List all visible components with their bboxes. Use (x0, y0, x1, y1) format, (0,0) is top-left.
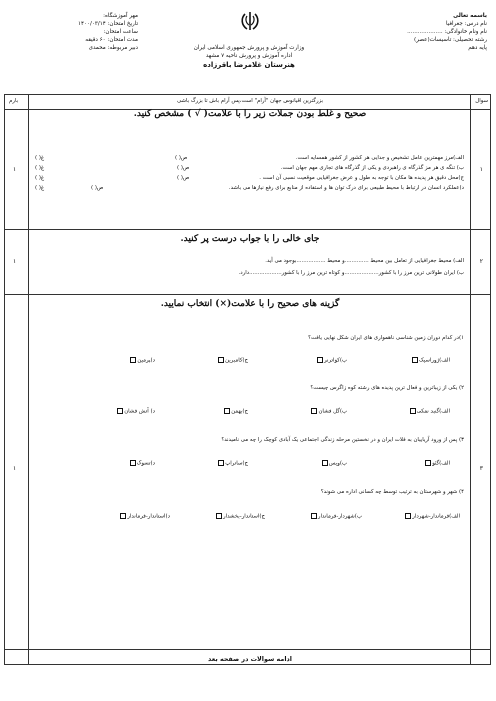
header-field: رشته تحصیلی: تاسیسات(عصر) (414, 37, 487, 43)
s3-q1-opt-d[interactable]: د)پرمین (129, 357, 155, 364)
header-duration: مدت امتحان: ۶۰ دقیقه (85, 37, 138, 43)
col-question-header: سوال (475, 98, 488, 104)
section2-score: ۱ (13, 258, 17, 265)
header-office: اداره آموزش و پرورش ناحیه ۷ مشهد (205, 53, 293, 59)
checkbox-icon[interactable] (410, 408, 416, 414)
s3-q4-opt-c[interactable]: ج)استاندار-بخشدار (215, 513, 265, 520)
checkbox-icon[interactable] (311, 408, 317, 414)
header-school: هنرستان غلامرضا باقرزاده (203, 61, 295, 69)
s3-q1-opt-c[interactable]: ج)کامبرین (217, 357, 248, 364)
s3-q4-opt-d[interactable]: د)استاندار-فرماندار (119, 513, 170, 520)
s3-q1-opt-a[interactable]: الف)ژوراسیک (411, 357, 450, 364)
s1-a-false[interactable]: غ( ) (35, 155, 45, 161)
s3-q4: ۴) شهر و شهرستان به ترتیب توسط چه کسانی اداره می شوند؟ (320, 489, 464, 495)
s3-q2-opt-b[interactable]: ب)گل فشان (310, 408, 347, 415)
s2-item-a: الف) محیط جغرافیایی از تعامل بین محیط ..............و محیط .................بوجود می آید. (265, 258, 464, 264)
section1-title: صحیح و غلط بودن جملات زیر را با علامت( √ ) مشخص کنید. (133, 109, 367, 119)
exam-page (4, 8, 491, 665)
s2-item-b: ب) ایران طولانی ترین مرز را با کشور....................و کوتاه ترین مرز را با کشور...................دارد. (238, 270, 464, 276)
checkbox-icon[interactable] (425, 460, 431, 466)
section1-score: ۱ (13, 166, 17, 173)
header-right (407, 12, 487, 52)
col-score-header: بارم (9, 98, 19, 104)
header-ministry: وزارت آموزش و پرورش جمهوری اسلامی ایران (193, 45, 305, 51)
checkbox-icon[interactable] (117, 408, 123, 414)
s1-item-b: ب) تنگه ی هر مز گذرگاه ی راهبردی و یکی از گذرگاه های تجاری مهم جهان است. (280, 165, 464, 171)
s3-q3-opt-d[interactable]: د)تسوک (129, 460, 155, 467)
header-grade: پایه دهم (468, 45, 487, 51)
checkbox-icon[interactable] (216, 513, 222, 519)
header-date: تاریخ امتحان: ۱۴۰۰/۰۳/۱۴ (77, 21, 138, 27)
s3-q2-opt-a[interactable]: الف)گنبد نمکی (409, 408, 450, 415)
s1-c-false[interactable]: غ( ) (35, 175, 45, 181)
iran-emblem-icon (238, 10, 262, 32)
s3-q4-opt-b[interactable]: ب)شهردار-فرماندار (310, 513, 362, 520)
checkbox-icon[interactable] (311, 513, 317, 519)
checkbox-icon[interactable] (317, 357, 323, 363)
s1-a-true[interactable]: ص( ) (175, 155, 188, 161)
s3-q3-opt-c[interactable]: ج)ساتراپ (217, 460, 248, 467)
header-seal: مهر آموزشگاه: (103, 13, 138, 19)
exam-table (4, 94, 491, 665)
s1-item-d: د)عملکرد انسان در ارتباط با محیط طبیعی برای درک توان ها و استفاده از منابع برای رفع نیازها می باشد. (228, 185, 464, 191)
motto: بزرگترین اقیانوس جهان "آرام" است،پس آرام باش تا بزرگ باشی (176, 98, 324, 104)
s3-q3: ۳) پس از ورود آریاییان به فلات ایران و در نخستین مرحله زندگی اجتماعی یک آبادی کوچک را چه می نامیدند؟ (221, 437, 464, 443)
s3-q2-opt-c[interactable]: ج)بهمن (223, 408, 248, 415)
section2-title: جای خالی را با جواب درست پر کنید. (180, 234, 320, 244)
s3-q4-opt-a[interactable]: الف)فرماندار-شهردار (404, 513, 460, 520)
s3-q3-opt-a[interactable]: الف)گئو (424, 460, 450, 467)
header-left (38, 12, 138, 52)
checkbox-icon[interactable] (130, 460, 136, 466)
s3-q2: ۲) یکی از زیباترین و فعال ترین پدیده های رشته کوه زاگرس چیست؟ (310, 385, 464, 391)
s3-q1-opt-b[interactable]: ب)کواترنر (316, 357, 347, 364)
s1-b-true[interactable]: ص( ) (177, 165, 190, 171)
header-center (164, 44, 334, 70)
s1-c-true[interactable]: ص( ) (177, 175, 190, 181)
header-time: ساعت امتحان: (103, 29, 138, 35)
s3-q1: ۱)در کدام دوران زمین شناسی ناهمواری های ایران شکل نهایی یافت؟ (308, 335, 464, 341)
section1-number: ۱ (479, 166, 483, 173)
checkbox-icon[interactable] (218, 357, 224, 363)
checkbox-icon[interactable] (322, 460, 328, 466)
header-name: نام ونام خانوادگی: .................... (407, 29, 487, 35)
section3-number: ۳ (479, 465, 483, 472)
section3-score: ۱ (13, 465, 17, 472)
s3-q3-opt-b[interactable]: ب)ویس (321, 460, 347, 467)
header-bismillah: باسمه تعالی (453, 13, 487, 19)
checkbox-icon[interactable] (412, 357, 418, 363)
s1-d-true[interactable]: ص( ) (91, 185, 104, 191)
checkbox-icon[interactable] (120, 513, 126, 519)
s1-item-c: ج)محل دقیق هر پدیده ها مکان با توجه به طول و عرض جغرافیایی موقعیت نسبی آن است . (259, 175, 464, 181)
section3-title: گزینه های صحیح را با علامت(×) انتخاب نمایید. (160, 299, 340, 309)
header-subject: نام درس: جغرافیا (445, 21, 487, 27)
checkbox-icon[interactable] (218, 460, 224, 466)
section2-number: ۲ (479, 258, 483, 265)
s1-item-a: الف)مرز مهمترین عامل تشخیص و جدایی هر کشور از کشور همسایه است. (295, 155, 464, 161)
checkbox-icon[interactable] (405, 513, 411, 519)
checkbox-icon[interactable] (130, 357, 136, 363)
s1-d-false[interactable]: غ( ) (35, 185, 45, 191)
s3-q2-opt-d[interactable]: د) آتش فشان (116, 408, 155, 415)
header-teacher: دبیر مربوطه: محمدی (88, 45, 138, 51)
footer-continue-note: ادامه سوالات در صفحه بعد (208, 655, 292, 663)
s1-b-false[interactable]: غ( ) (35, 165, 45, 171)
checkbox-icon[interactable] (224, 408, 230, 414)
